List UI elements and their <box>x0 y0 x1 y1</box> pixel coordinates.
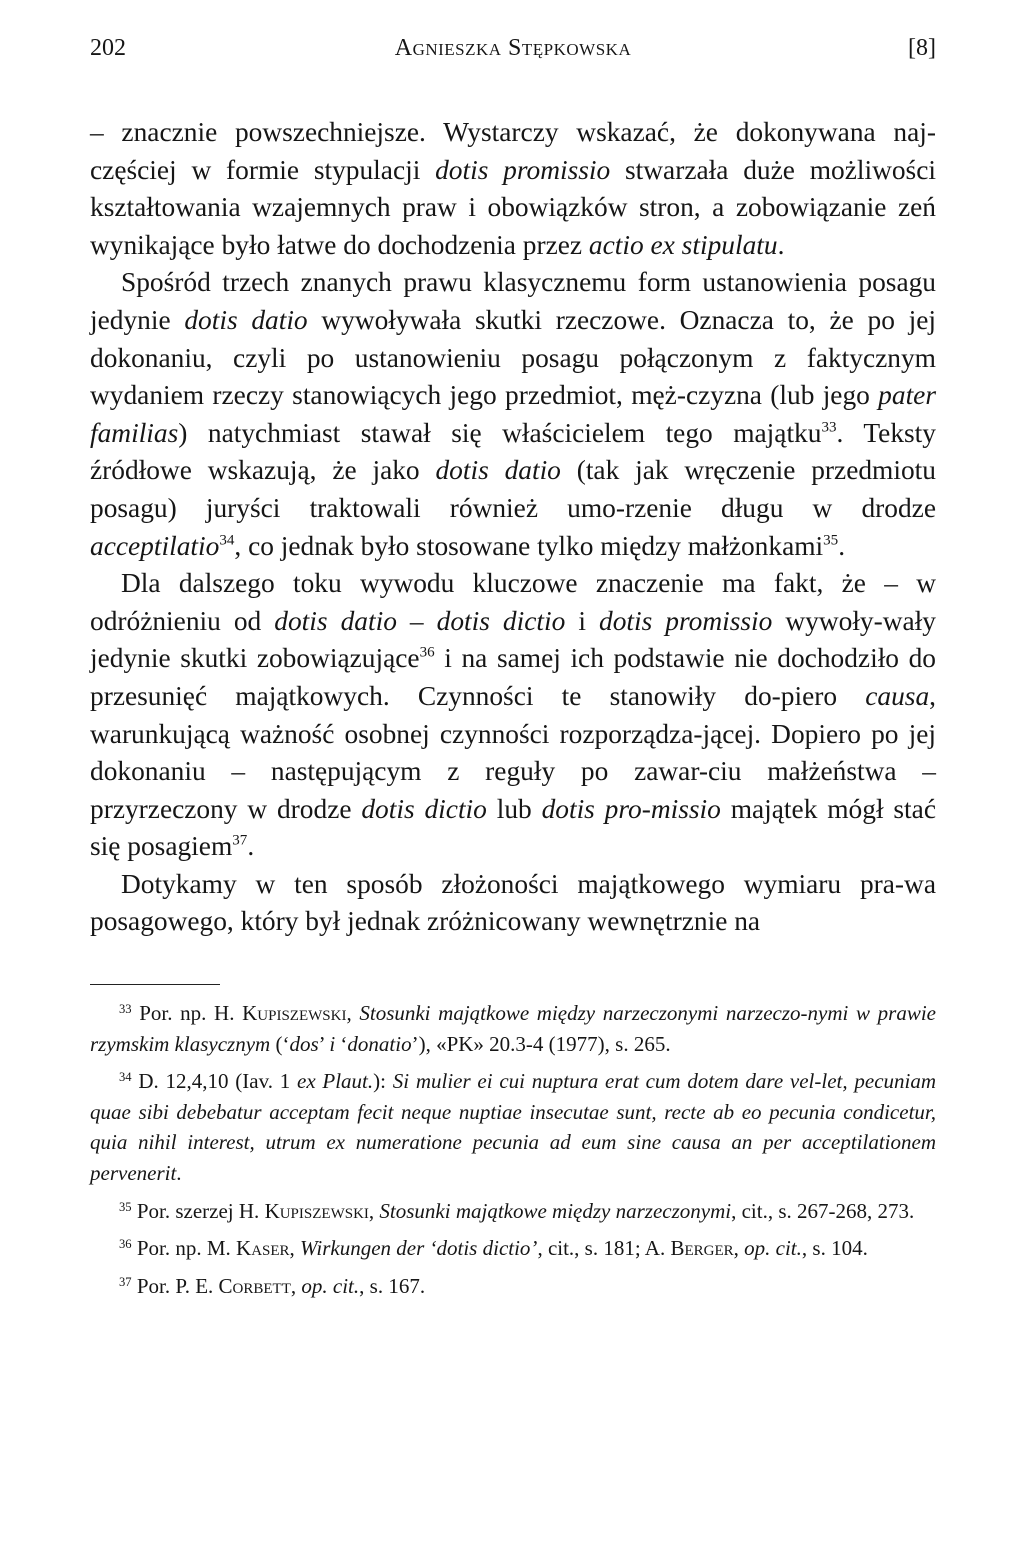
text: Por. P. E. <box>131 1273 219 1298</box>
text: wywoły-wały jedynie skutki zobowiązujące <box>90 605 936 674</box>
footnote-33 <box>90 998 936 1059</box>
running-header <box>90 28 936 68</box>
footnote-number: 34 <box>119 1070 132 1085</box>
footnote-ref[interactable]: 35 <box>823 531 839 548</box>
author-name: Berger <box>670 1236 734 1261</box>
footnote-ref[interactable]: 34 <box>219 531 235 548</box>
text: Dotykamy w ten sposób złożoności majątkowego wymiaru pra-wa posagowego, który był jednak zróżnicowany wewnętrznie na <box>90 868 936 937</box>
text: . <box>777 229 785 260</box>
latin-term: pater familias <box>90 380 936 448</box>
text: i na samej ich podstawie nie dochodziło do przesunięć majątkowych. Czynności te stanowiły do-piero <box>90 643 937 711</box>
footnotes <box>90 998 936 1301</box>
latin-term: op. cit. <box>301 1273 360 1298</box>
text: , warunkującą ważność osobnej czynności rozporządza-jącej. Dopiero po jej dokonaniu – następującym z reguły po zawar-ciu małżeństwa – przyrzeczony w drodze <box>90 680 936 824</box>
section-number: [8] <box>908 35 936 61</box>
latin-term: donatio <box>347 1031 412 1056</box>
latin-term: dotis dictio <box>361 793 487 824</box>
text: Dla dalszego toku wywodu kluczowe znaczenie ma fakt, że – w odróżnieniu od <box>90 568 936 636</box>
running-head-author: Agnieszka Stępkowska <box>394 35 632 61</box>
page <box>90 28 936 1308</box>
text: – znacznie powszechniejsze. Wystarczy wskazać, że dokonywana naj-częściej w formie stypulacji <box>90 117 936 185</box>
text: , <box>290 1273 302 1298</box>
text: , <box>289 1236 301 1261</box>
text: ) natychmiast stawał się właścicielem tego majątku <box>178 417 822 448</box>
text: i <box>565 605 599 636</box>
latin-term: dotis datio <box>274 605 397 636</box>
latin-term: op. cit. <box>744 1236 802 1261</box>
work-title: Wirkungen der ‘dotis dictio’ <box>300 1236 538 1261</box>
text: . Teksty źródłowe wskazują, że jako <box>90 417 936 486</box>
text: Spośród trzech znanych prawu klasycznemu form ustanowienia posagu jedynie <box>90 267 936 335</box>
text: , cit., s. 181; A. <box>537 1236 671 1261</box>
work-title: Stosunki majątkowe między narzeczonymi <box>379 1198 732 1223</box>
text: – <box>396 605 437 636</box>
author-name: Kaser <box>236 1236 290 1261</box>
paragraph-3 <box>90 565 936 866</box>
latin-term: dotis pro-missio <box>541 793 721 824</box>
text: ’), «PK» 20.3-4 (1977), s. 265. <box>411 1031 671 1056</box>
footnote-number: 36 <box>119 1237 132 1252</box>
text: (tak jak wręczenie przedmiotu posagu) juryści traktowali również umo-rzenie długu w drodze <box>90 455 936 523</box>
latin-term: dotis dictio <box>436 605 566 636</box>
paragraph-1 <box>90 114 936 264</box>
text: . <box>838 530 846 561</box>
text: ’ <box>318 1031 330 1056</box>
text: lub <box>486 793 542 824</box>
latin-term: dotis promissio <box>435 154 611 185</box>
text: , <box>733 1236 745 1261</box>
footnote-number: 35 <box>119 1199 132 1214</box>
footnote-ref[interactable]: 37 <box>232 832 248 849</box>
text: Por. np. H. <box>131 1001 243 1026</box>
footnote-36 <box>90 1233 936 1264</box>
latin-term: dotis promissio <box>599 605 773 636</box>
text: ): <box>373 1069 393 1094</box>
latin-term: dos <box>289 1031 319 1056</box>
footnote-number: 37 <box>119 1274 132 1289</box>
text: . <box>247 831 255 862</box>
author-name: Corbett <box>218 1273 291 1298</box>
text: wywoływała skutki rzeczowe. Oznacza to, że po jej dokonaniu, czyli po ustanowieniu posagu połączonym z faktycznym wydaniem rzeczy stanowiących jego przedmiot, męż-czyzna (lub jego <box>90 304 936 411</box>
latin-term: dotis datio <box>184 304 308 335</box>
text: . <box>176 1161 182 1186</box>
text: stwarzała duże możliwości kształtowania wzajemnych praw i obowiązków stron, a zobowiązanie zeń wynikające było łatwe do dochodzenia przez <box>90 154 936 260</box>
text: , <box>346 1001 360 1026</box>
text: Por. np. M. <box>131 1236 237 1261</box>
paragraph-4 <box>90 866 936 941</box>
latin-term: actio ex stipulatu <box>588 229 778 260</box>
footnote-ref[interactable]: 36 <box>419 644 435 661</box>
text: , cit., s. 267-268, 273. <box>731 1198 915 1223</box>
text: ‘ <box>335 1031 348 1056</box>
author-name: Kupiszewski <box>264 1198 369 1223</box>
latin-term: causa <box>865 680 930 711</box>
text: , s. 167. <box>359 1273 426 1298</box>
footnote-ref[interactable]: 33 <box>821 419 837 436</box>
source-ref: ex Plaut. <box>297 1069 374 1094</box>
text: i <box>329 1031 336 1056</box>
text: , s. 104. <box>801 1236 868 1261</box>
paragraph-2 <box>90 264 936 565</box>
latin-term: acceptilatio <box>90 530 220 561</box>
text: D. 12,4,10 (Iav. 1 <box>131 1069 297 1094</box>
latin-quote: Si mulier ei cui nuptura erat cum dotem dare vel-let, pecuniam quae sibi debebatur acceptam fecit neque nuptiae insecutae sunt, recte ab eo pecunia condicetur, quia nihil interest, utrum ex numeratione pecunia ad eum sine causa an per acceptilationem pervenerit <box>90 1069 937 1186</box>
text: Por. szerzej H. <box>131 1198 265 1223</box>
latin-term: dotis datio <box>435 455 561 486</box>
author-name: Kupiszewski <box>242 1001 347 1026</box>
text: (‘ <box>270 1031 290 1056</box>
footnote-35 <box>90 1196 936 1227</box>
footnote-37 <box>90 1271 936 1302</box>
text: majątek mógł stać się posagiem <box>90 793 936 862</box>
work-title: Stosunki majątkowe między narzeczonymi narzeczo-nymi w prawie rzymskim klasycznym <box>90 1001 936 1056</box>
footnote-34 <box>90 1066 936 1188</box>
footnote-separator <box>90 984 220 985</box>
page-number: 202 <box>90 35 126 61</box>
main-text <box>90 114 936 941</box>
text: , co jednak było stosowane tylko między małżonkami <box>234 530 824 561</box>
footnote-number: 33 <box>119 1002 132 1017</box>
text: , <box>368 1198 380 1223</box>
